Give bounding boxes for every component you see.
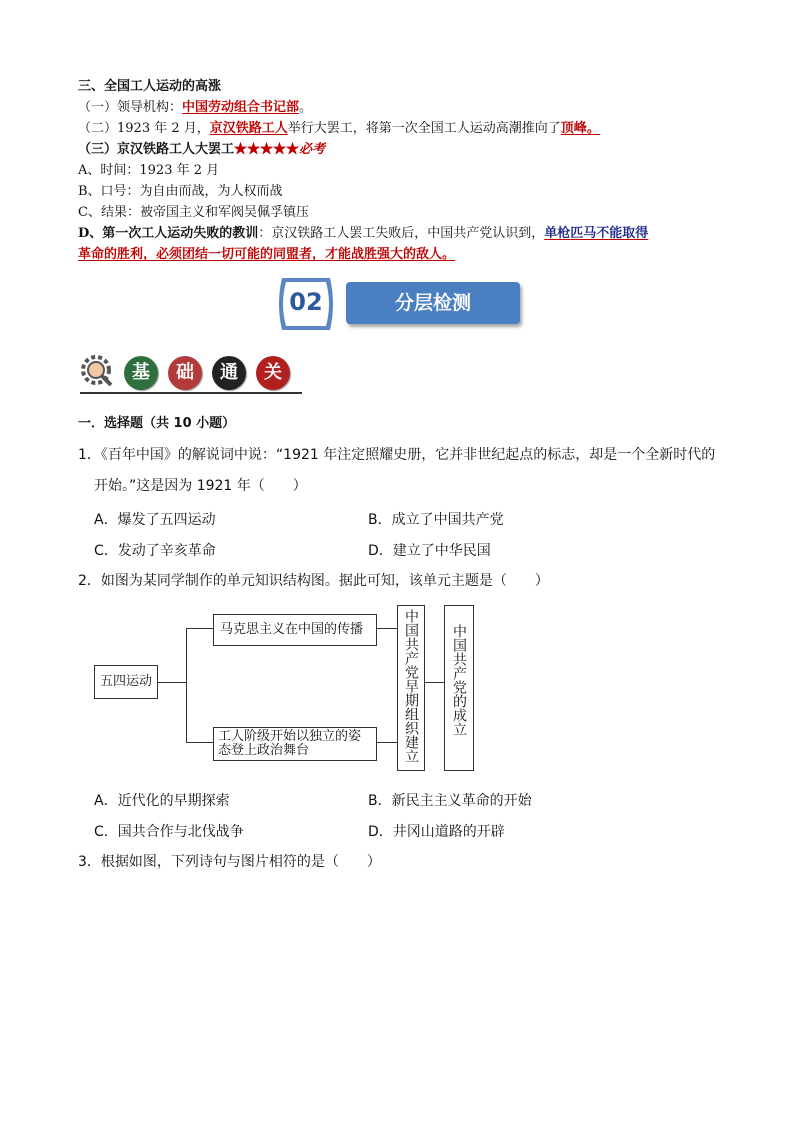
- diagram-root: 五四运动: [94, 665, 158, 699]
- connector: [186, 628, 187, 742]
- badge-chu: 础: [168, 356, 202, 390]
- banner-title: 分层检测: [346, 282, 520, 324]
- d-title: D、第一次工人运动失败的教训: [78, 226, 259, 241]
- connector: [425, 682, 445, 683]
- item-a: A、时间：1923 年 2 月: [78, 163, 220, 178]
- badge-tong: 通: [212, 356, 246, 390]
- banner-number-badge: [276, 278, 336, 330]
- star-icon: ★★★★★: [234, 142, 300, 157]
- l2-end: 。: [586, 121, 600, 136]
- q1-option-d[interactable]: D．建立了中华民国: [368, 543, 491, 559]
- l2-prefix: （二）1923 年 2 月，: [78, 121, 210, 136]
- l2-highlight: 京汉铁路工人: [209, 121, 288, 136]
- item-c: C、结果：被帝国主义和军阀吴佩孚镇压: [78, 205, 309, 220]
- part-title: 一．选择题（共 10 小题）: [78, 416, 236, 431]
- connector: [186, 628, 214, 629]
- d-highlight: 单枪匹马不能取得: [544, 226, 649, 241]
- q2-stem: 2．如图为某同学制作的单元知识结构图。据此可知，该单元主题是（ ）: [78, 573, 549, 589]
- q2-option-b[interactable]: B．新民主主义革命的开始: [368, 793, 532, 809]
- l1-prefix: （一）领导机构：: [78, 100, 183, 115]
- q3-stem: 3．根据如图，下列诗句与图片相符的是（ ）: [78, 854, 381, 870]
- must-test-tag: 必考: [299, 142, 326, 157]
- diagram-bottom: 工人阶级开始以独立的姿态登上政治舞台: [213, 727, 377, 761]
- connector: [377, 742, 397, 743]
- diagram-top: 马克思主义在中国的传播: [213, 614, 377, 646]
- d-highlight-2: 革命的胜利，必须团结一切可能的同盟者，才能战胜强大的敌人。: [78, 247, 456, 262]
- q2-option-d[interactable]: D．井冈山道路的开辟: [368, 824, 505, 840]
- diagram-mid: 中国共产党早期组织建立: [397, 605, 425, 771]
- magnifier-gear-icon: [80, 354, 114, 388]
- d-text: ：京汉铁路工人罢工失败后，中国共产党认识到，: [258, 226, 545, 241]
- badge-ji: 基: [124, 356, 158, 390]
- l2-mid: 举行大罢工，将第一次全国工人运动高潮推向了: [287, 121, 561, 136]
- connector: [158, 682, 186, 683]
- q1-option-c[interactable]: C．发动了辛亥革命: [94, 543, 216, 559]
- q1-option-b[interactable]: B．成立了中国共产党: [368, 512, 504, 528]
- badge-guan: 关: [256, 356, 290, 390]
- item-b: B、口号：为自由而战，为人权而战: [78, 184, 283, 199]
- section-line-2: [78, 120, 600, 138]
- q2-option-a[interactable]: A．近代化的早期探索: [94, 793, 230, 809]
- item-d-line2: [78, 246, 455, 264]
- item-d: [78, 225, 648, 243]
- connector: [186, 742, 214, 743]
- section-line-1: [78, 99, 312, 117]
- connector: [377, 628, 397, 629]
- l1-end: 。: [299, 100, 313, 115]
- badge-underline: [80, 392, 302, 394]
- q1-option-a[interactable]: A．爆发了五四运动: [94, 512, 216, 528]
- q2-option-c[interactable]: C．国共合作与北伐战争: [94, 824, 244, 840]
- q1-stem-1: 1．《百年中国》的解说词中说：“1921 年注定照耀史册，它并非世纪起点的标志，却是一个全新时代的: [78, 447, 716, 463]
- l3-title: （三）京汉铁路工人大罢工: [78, 142, 235, 157]
- l1-highlight: 中国劳动组合书记部: [182, 100, 300, 115]
- banner-number: 02: [289, 288, 323, 316]
- l2-highlight-2: 顶峰: [560, 121, 587, 136]
- section-line-3: [78, 141, 325, 159]
- q1-stem-2: 开始。”这是因为 1921 年（ ）: [94, 478, 307, 494]
- section-title: 三、全国工人运动的高涨: [78, 79, 222, 94]
- diagram-end: 中国共产党的成立: [444, 605, 474, 771]
